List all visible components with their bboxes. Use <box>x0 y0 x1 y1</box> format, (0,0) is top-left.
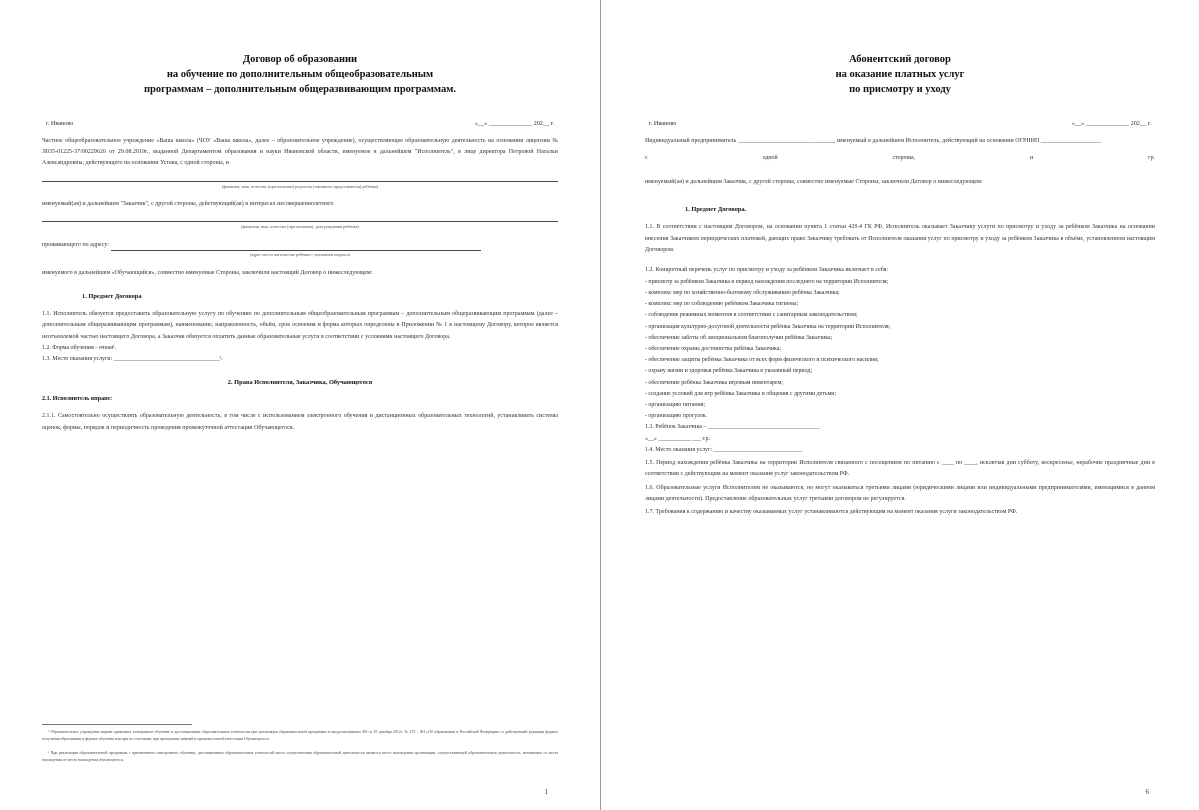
clause-1-3: 1.3. Ребёнок Заказчика – ______________________________________ <box>645 424 820 431</box>
title-line-1: Договор об образовании <box>242 54 358 65</box>
service-item: - охрану жизни и здоровья ребёнка Заказчика в указанный период; <box>645 368 812 375</box>
clause-1-7: 1.7. Требования к содержанию и качеству оказываемых услуг устанавливаются действующим на момент оказания услуги законодательством РФ. <box>645 509 1018 516</box>
service-item: - организация культурно-досуговой деятельности ребёнка Заказчика на территории Исполнителя; <box>645 323 891 330</box>
service-item: - соблюдение режимных моментов в соответствии с санитарным законодательством; <box>645 312 858 319</box>
city-label: г. Иваново <box>649 119 677 127</box>
clause-2-1-1: 2.1.1. Самостоятельно осуществлять образовательную деятельность, в том числе с использованием электронного обучения и дистанционных образовательных технологий, устанавливать системы оценок, формы, порядок и периодичность проведения промежуточной аттестации Обучающегося. <box>42 413 558 431</box>
footnotes-block <box>42 724 558 772</box>
service-item: - организацию прогулок. <box>645 413 708 420</box>
signature-rule-1 <box>42 180 558 182</box>
clause-1-2: 1.2. Форма обучения - очная¹. <box>42 344 117 351</box>
service-item: - создание условий для игр ребёнка Заказчика и общения с другими детьми; <box>645 390 837 397</box>
intro-line-2: именуемый(ая) и дальнейшем Заказчик, с другой стороны, совместно именуемые Стороны, заключили Договор о нижеследующем: <box>645 178 983 185</box>
date-field: «__» ______________ 202__ г. <box>474 119 554 127</box>
city-label: г. Иваново <box>46 119 74 127</box>
intro-col-right: стороны, <box>892 154 916 161</box>
service-item: - комплекс мер по хозяйственно-бытовому обслуживанию ребёнка Заказчика; <box>645 289 840 296</box>
intro-columns <box>645 155 1155 161</box>
service-item: - организацию питания; <box>645 402 705 409</box>
left-page-title <box>52 52 548 98</box>
section-2-heading: 2. Права Исполнителя, Заказчика, Обучающегося <box>227 379 373 387</box>
footnote-2: ² При реализации образовательной программы с применением электронного обучения, дистанционных образовательных технологий место осуществления образовательной деятельности является место нахождения организации, осуществляющей образовательную деятельность, независимо от места нахождения от места нахождения обучающегося. <box>42 751 558 763</box>
footnote-divider <box>42 724 192 725</box>
title-line-3: по присмотру и уходу <box>849 84 951 96</box>
date-field: «__» ______________ 202__ г. <box>1071 119 1151 127</box>
section-1-heading: 1. Предмет Договора <box>82 292 142 300</box>
clause-1-5: 1.5. Период нахождения ребёнка Заказчика на территории Исполнителя связанного с посещением по питанию с ____ по ____, исключая дни субботу, воскресенье, нерабочие праздничные дни в соответствии с действующим на момент оказания услуг законодательством РФ. <box>645 460 1155 478</box>
intro-line-1: Индивидуальный предприниматель ________________________________, именуемый в дальнейшем Исполнитель, действующий на основании ОГРНИП ____________________ <box>645 137 1101 144</box>
intro-col-extra: и <box>1030 154 1034 161</box>
right-page-title <box>655 52 1145 98</box>
title-line-1: Абонентский договор <box>849 54 951 65</box>
address-fill-line <box>111 244 481 251</box>
address-row <box>42 240 558 251</box>
caption-child-address: (адрес места жительства ребёнка с указанием индекса) <box>249 252 351 258</box>
city-date-row <box>645 120 1155 127</box>
clause-1-6: 1.6. Образовательные услуги Исполнителем не оказываются, но могут оказываться третьими лицами (юридическими лицами или индивидуальными предпринимателями, имеющимися в данном лицами деятельности). Предоставление образовательных услуг третьими договором не регулируется. <box>645 484 1155 503</box>
caption-parent-name: (фамилия, имя, отчество (при наличии) родителя (законного представителя) ребёнка) <box>221 183 379 189</box>
city-date-row <box>42 120 558 127</box>
service-item: - обеспечение защиты ребёнка Заказчика от всех форм физического и психического насилия; <box>645 357 879 364</box>
service-item: - обеспечение заботы об эмоциональном благополучии ребёнка Заказчика; <box>645 334 833 341</box>
title-line-2: на обучение по дополнительным общеобразовательным <box>166 69 434 81</box>
intro-col-left: с <box>645 154 648 161</box>
intro-col-mid: одной <box>762 154 778 161</box>
caption-child-name: (фамилия, имя, отчество (при наличии), дата рождения ребёнка) <box>241 224 359 230</box>
clause-2-1-heading: 2.1. Исполнитель вправе: <box>42 396 113 403</box>
page-number-right: 6 <box>1145 788 1149 796</box>
clause-1-2: 1.2. Конкретный перечень услуг по присмотру и уходу за ребёнком Заказчика включает в себя: <box>645 267 889 274</box>
intro-col-end: гр. <box>1148 154 1155 161</box>
after-line-1: именуемый(ая) и дальнейшем "Заказчик", с другой стороны, действующий(ая) в интересах несовершеннолетнего <box>42 201 334 208</box>
signature-rule-2 <box>42 220 558 222</box>
clause-1-3-birthdate: «__» ___________ ___ г.р. <box>645 435 711 442</box>
service-item: - присмотр за ребёнком Заказчика в период нахождения последнего на территории Исполнителя; <box>645 278 889 285</box>
service-item: - обеспечение ребёнка Заказчика игровым инвентарем; <box>645 379 783 386</box>
service-item: - комплекс мер по соблюдению ребёнком Заказчика гигиены; <box>645 301 799 308</box>
page-right <box>600 0 1199 810</box>
service-item: - обеспечение охраны достоинства ребёнка Заказчика; <box>645 345 782 352</box>
page-number-left: 1 <box>544 788 548 796</box>
clause-1-4: 1.4. Место оказания услуг: ______________________________ <box>645 446 802 453</box>
title-line-3: программам – дополнительным общеразвивающим программам. <box>143 84 457 96</box>
clause-1-1: 1.1. Исполнитель обязуется предоставить образовательную услугу по обучению по дополнительным общеобразовательным программам – дополнительным общеразвивающим программам (далее – дополнительным общеразвивающим программам), наименование, направленность, объём, срок освоения и форма которых определены в Приложении № 1 к настоящему Договору, которое является неотъемлемой частью настоящего Договора, а Заказчик обязуется оплатить данные образовательные услуги в соответствии с условиями настоящего Договора. <box>42 310 558 340</box>
title-line-2: на оказание платных услуг <box>835 69 965 81</box>
clause-1-3: 1.3. Место оказания услуги: ____________________________________². <box>42 356 223 363</box>
intro-paragraph: Частное общеобразовательное учреждение «Ваша школа» (ЧОУ «Ваша школа», далее – образовательное учреждение), осуществляющее образовательную деятельность на основании лицензии № Л035-01225-37/00229626 от 29.08.2019г., выданной Департаментом образования и науки Ивановской области, именуемое в дальнейшем "Исполнитель", в лице директора Петровой Натальи Александровны, действующего на основании Устава, с одной стороны, и <box>42 137 558 167</box>
clause-1-1: 1.1. В соответствии с настоящим Договором, на основании пункта 1 статьи 429.4 ГК РФ, Исполнитель оказывает Заказчику услуги по присмотру и уходу за ребёнком Заказчика на основании внесения Заказчиком периодических платежей, дающих право Заказчику требовать от Исполнителя оказания услуг по присмотру и уходу за ребёнком Заказчика в объёме, установленном настоящим Договором. <box>645 224 1155 253</box>
footnote-1: ¹ Образовательное учреждение вправе применять электронное обучение и дистанционные образовательные технологии при реализации образовательной программы в предусмотренных ФЗ от 29 декабря 2012г. № 273 – ФЗ «Об образовании в Российской Федерации» и действующей редакции формах получения образования и формах обучения или при их сочетании, при проведении занятий и промежуточной аттестации Обучающегося. <box>42 729 558 741</box>
services-list <box>645 277 1155 423</box>
address-label: проживающего по адресу: <box>42 241 109 248</box>
section-1-heading: 1. Предмет Договора. <box>685 206 747 214</box>
after-line-2: именуемого в дальнейшем «Обучающийся», совместно именуемые Стороны, заключили настоящий Договор о нижеследующем: <box>42 269 373 276</box>
